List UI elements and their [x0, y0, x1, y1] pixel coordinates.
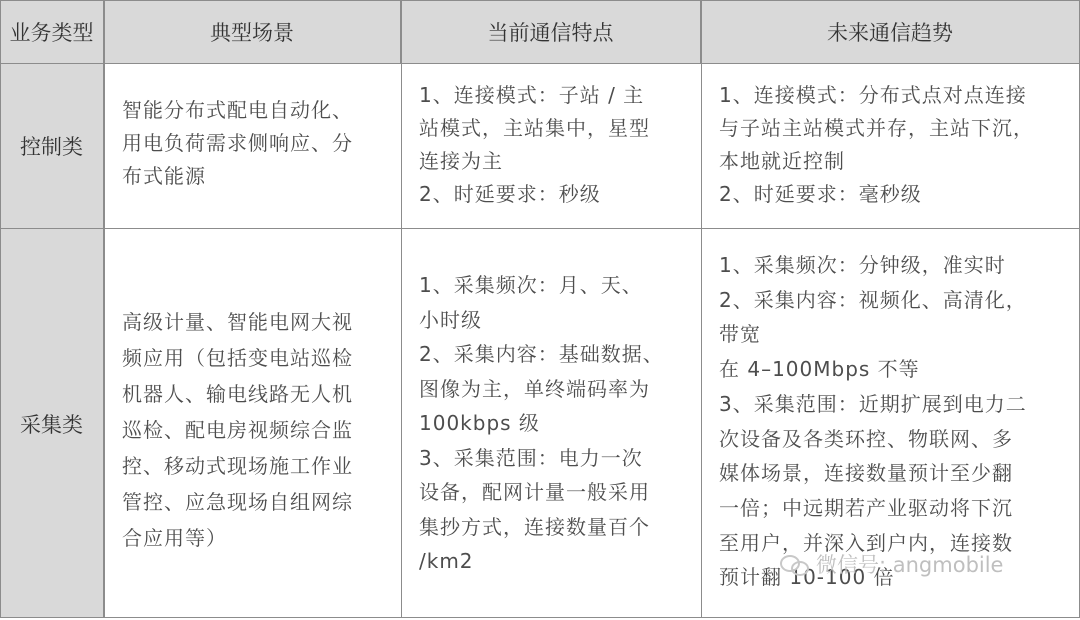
text-line: 预计翻 10-100 倍 [719, 565, 895, 590]
text-line: 1、采集频次：分钟级，准实时 [719, 253, 1006, 277]
text-line: 本地就近控制 [719, 149, 845, 173]
row-control-current [401, 79, 701, 211]
text-line: 与子站主站模式并存，主站下沉， [719, 116, 1034, 140]
text-line: 控、移动式现场施工作业 [122, 454, 353, 478]
text-line: 图像为主，单终端码率为 [419, 376, 650, 401]
text-line: 100kbps 级 [419, 411, 540, 435]
grid-line-col1 [104, 0, 105, 618]
grid-line-top [0, 0, 1080, 1]
grid-line-left [0, 0, 1, 618]
text-line: 次设备及各类环控、物联网、多 [719, 426, 1013, 451]
text-line: 小时级 [419, 307, 482, 332]
wechat-icon [780, 553, 810, 575]
header-current-features: 当前通信特点 [401, 0, 701, 63]
text-line: 巡检、配电房视频综合监 [122, 418, 353, 442]
row-control-scenario [104, 94, 401, 193]
grid-line-col2 [401, 0, 402, 618]
watermark-text: 微信号: angmobile [816, 553, 1004, 577]
text-line: 机器人、输电线路无人机 [122, 382, 353, 406]
row-collection-current [401, 268, 701, 579]
text-line: 至用户，并深入到户内，连接数 [719, 530, 1013, 555]
text-line: 高级计量、智能电网大视 [122, 310, 353, 334]
row-type-collection: 采集类 [0, 229, 104, 618]
text-line: 智能分布式配电自动化、 [122, 98, 353, 122]
row-control-future [701, 79, 1080, 211]
text-line: 一倍；中远期若产业驱动将下沉 [719, 495, 1013, 520]
row-type-control: 控制类 [0, 64, 104, 228]
grid-line-col3 [701, 0, 702, 618]
text-line: 3、采集范围：电力一次 [419, 445, 643, 470]
text-line: /km2 [419, 549, 474, 573]
grid-line-bottom [0, 617, 1080, 618]
watermark [780, 549, 1003, 579]
header-typical-scenario: 典型场景 [104, 0, 401, 63]
text-line: 用电负荷需求侧响应、分 [122, 131, 353, 155]
text-line: 2、采集内容：视频化、高清化， [719, 287, 1027, 312]
text-line: 在 4–100Mbps 不等 [719, 357, 920, 382]
text-line: 合应用等） [122, 526, 227, 550]
text-line: 媒体场景，连接数量预计至少翻 [719, 461, 1013, 486]
text-line: 2、时延要求：毫秒级 [719, 182, 922, 206]
text-line: 连接为主 [419, 149, 503, 173]
text-line: 频应用（包括变电站巡检 [122, 346, 353, 370]
text-line: 2、时延要求：秒级 [419, 182, 601, 206]
text-line: 2、采集内容：基础数据、 [419, 342, 664, 366]
row-collection-scenario [104, 304, 401, 556]
grid-line-header [0, 63, 1080, 64]
text-line: 管控、应急现场自组网综 [122, 490, 353, 514]
text-line: 站模式，主站集中，星型 [419, 116, 650, 140]
header-business-type: 业务类型 [0, 0, 104, 63]
row-collection-future [701, 248, 1080, 595]
text-line: 1、连接模式：子站 / 主 [419, 83, 645, 107]
text-line: 带宽 [719, 322, 761, 347]
text-line: 3、采集范围：近期扩展到电力二 [719, 391, 1027, 416]
text-line: 1、采集频次：月、天、 [419, 273, 643, 297]
text-line: 集抄方式，连接数量百个 [419, 514, 650, 539]
grid-line-row [0, 228, 1080, 229]
text-line: 设备，配网计量一般采用 [419, 480, 650, 504]
text-line: 1、连接模式：分布式点对点连接 [719, 83, 1027, 107]
text-line: 布式能源 [122, 164, 206, 188]
header-future-trends: 未来通信趋势 [701, 0, 1080, 63]
